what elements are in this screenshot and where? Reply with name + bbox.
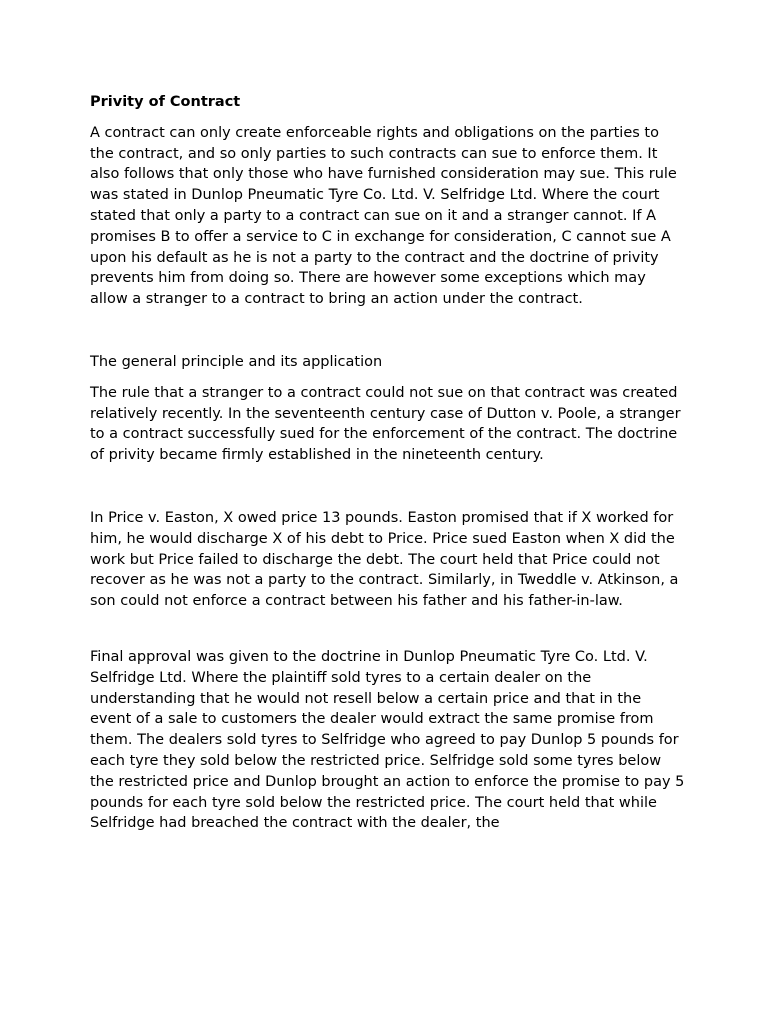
paragraph-intro: A contract can only create enforceable rights and obligations on the parties to the contract, and so only parties to such contracts can sue to enforce them. It also follows that only those who have furnished consideration may sue. This rule was stated in Dunlop Pneumatic Tyre Co. Ltd. V. Selfridge Ltd. Where the court stated that only a party to a contract can sue on it and a stranger cannot. If A promises B to offer a service to C in exchange for consideration, C cannot sue A upon his default as he is not a party to the contract and the doctrine of privity prevents him from doing so. There are however some exceptions which may allow a stranger to a contract to bring an action under the contract. [90, 124, 677, 308]
document-page [90, 92, 686, 834]
section-subheading: The general principle and its application [90, 353, 383, 370]
document-title: Privity of Contract [90, 94, 241, 110]
paragraph-price-v-easton: In Price v. Easton, X owed price 13 pounds. Easton promised that if X worked for him, he would discharge X of his debt to Price. Price sued Easton when X did the work but Price failed to discharge the debt. The court held that Price could not recover as he was not a party to the contract. Similarly, in Tweddle v. Atkinson, a son could not enforce a contract between his father and his father-in-law. [90, 509, 679, 610]
paragraph-dunlop: Final approval was given to the doctrine in Dunlop Pneumatic Tyre Co. Ltd. V. Selfridge Ltd. Where the plaintiff sold tyres to a certain dealer on the understanding that he would not resell below a certain price and that in the event of a sale to customers the dealer would extract the same promise from them. The dealers sold tyres to Selfridge who agreed to pay Dunlop 5 pounds for each tyre they sold below the restricted price. Selfridge sold some tyres below the restricted price and Dunlop brought an action to enforce the promise to pay 5 pounds for each tyre sold below the restricted price. The court held that while Selfridge had breached the contract with the dealer, the [90, 648, 685, 832]
paragraph-history: The rule that a stranger to a contract could not sue on that contract was created relatively recently. In the seventeenth century case of Dutton v. Poole, a stranger to a contract successfully sued for the enforcement of the contract. The doctrine of privity became firmly established in the nineteenth century. [90, 384, 681, 464]
